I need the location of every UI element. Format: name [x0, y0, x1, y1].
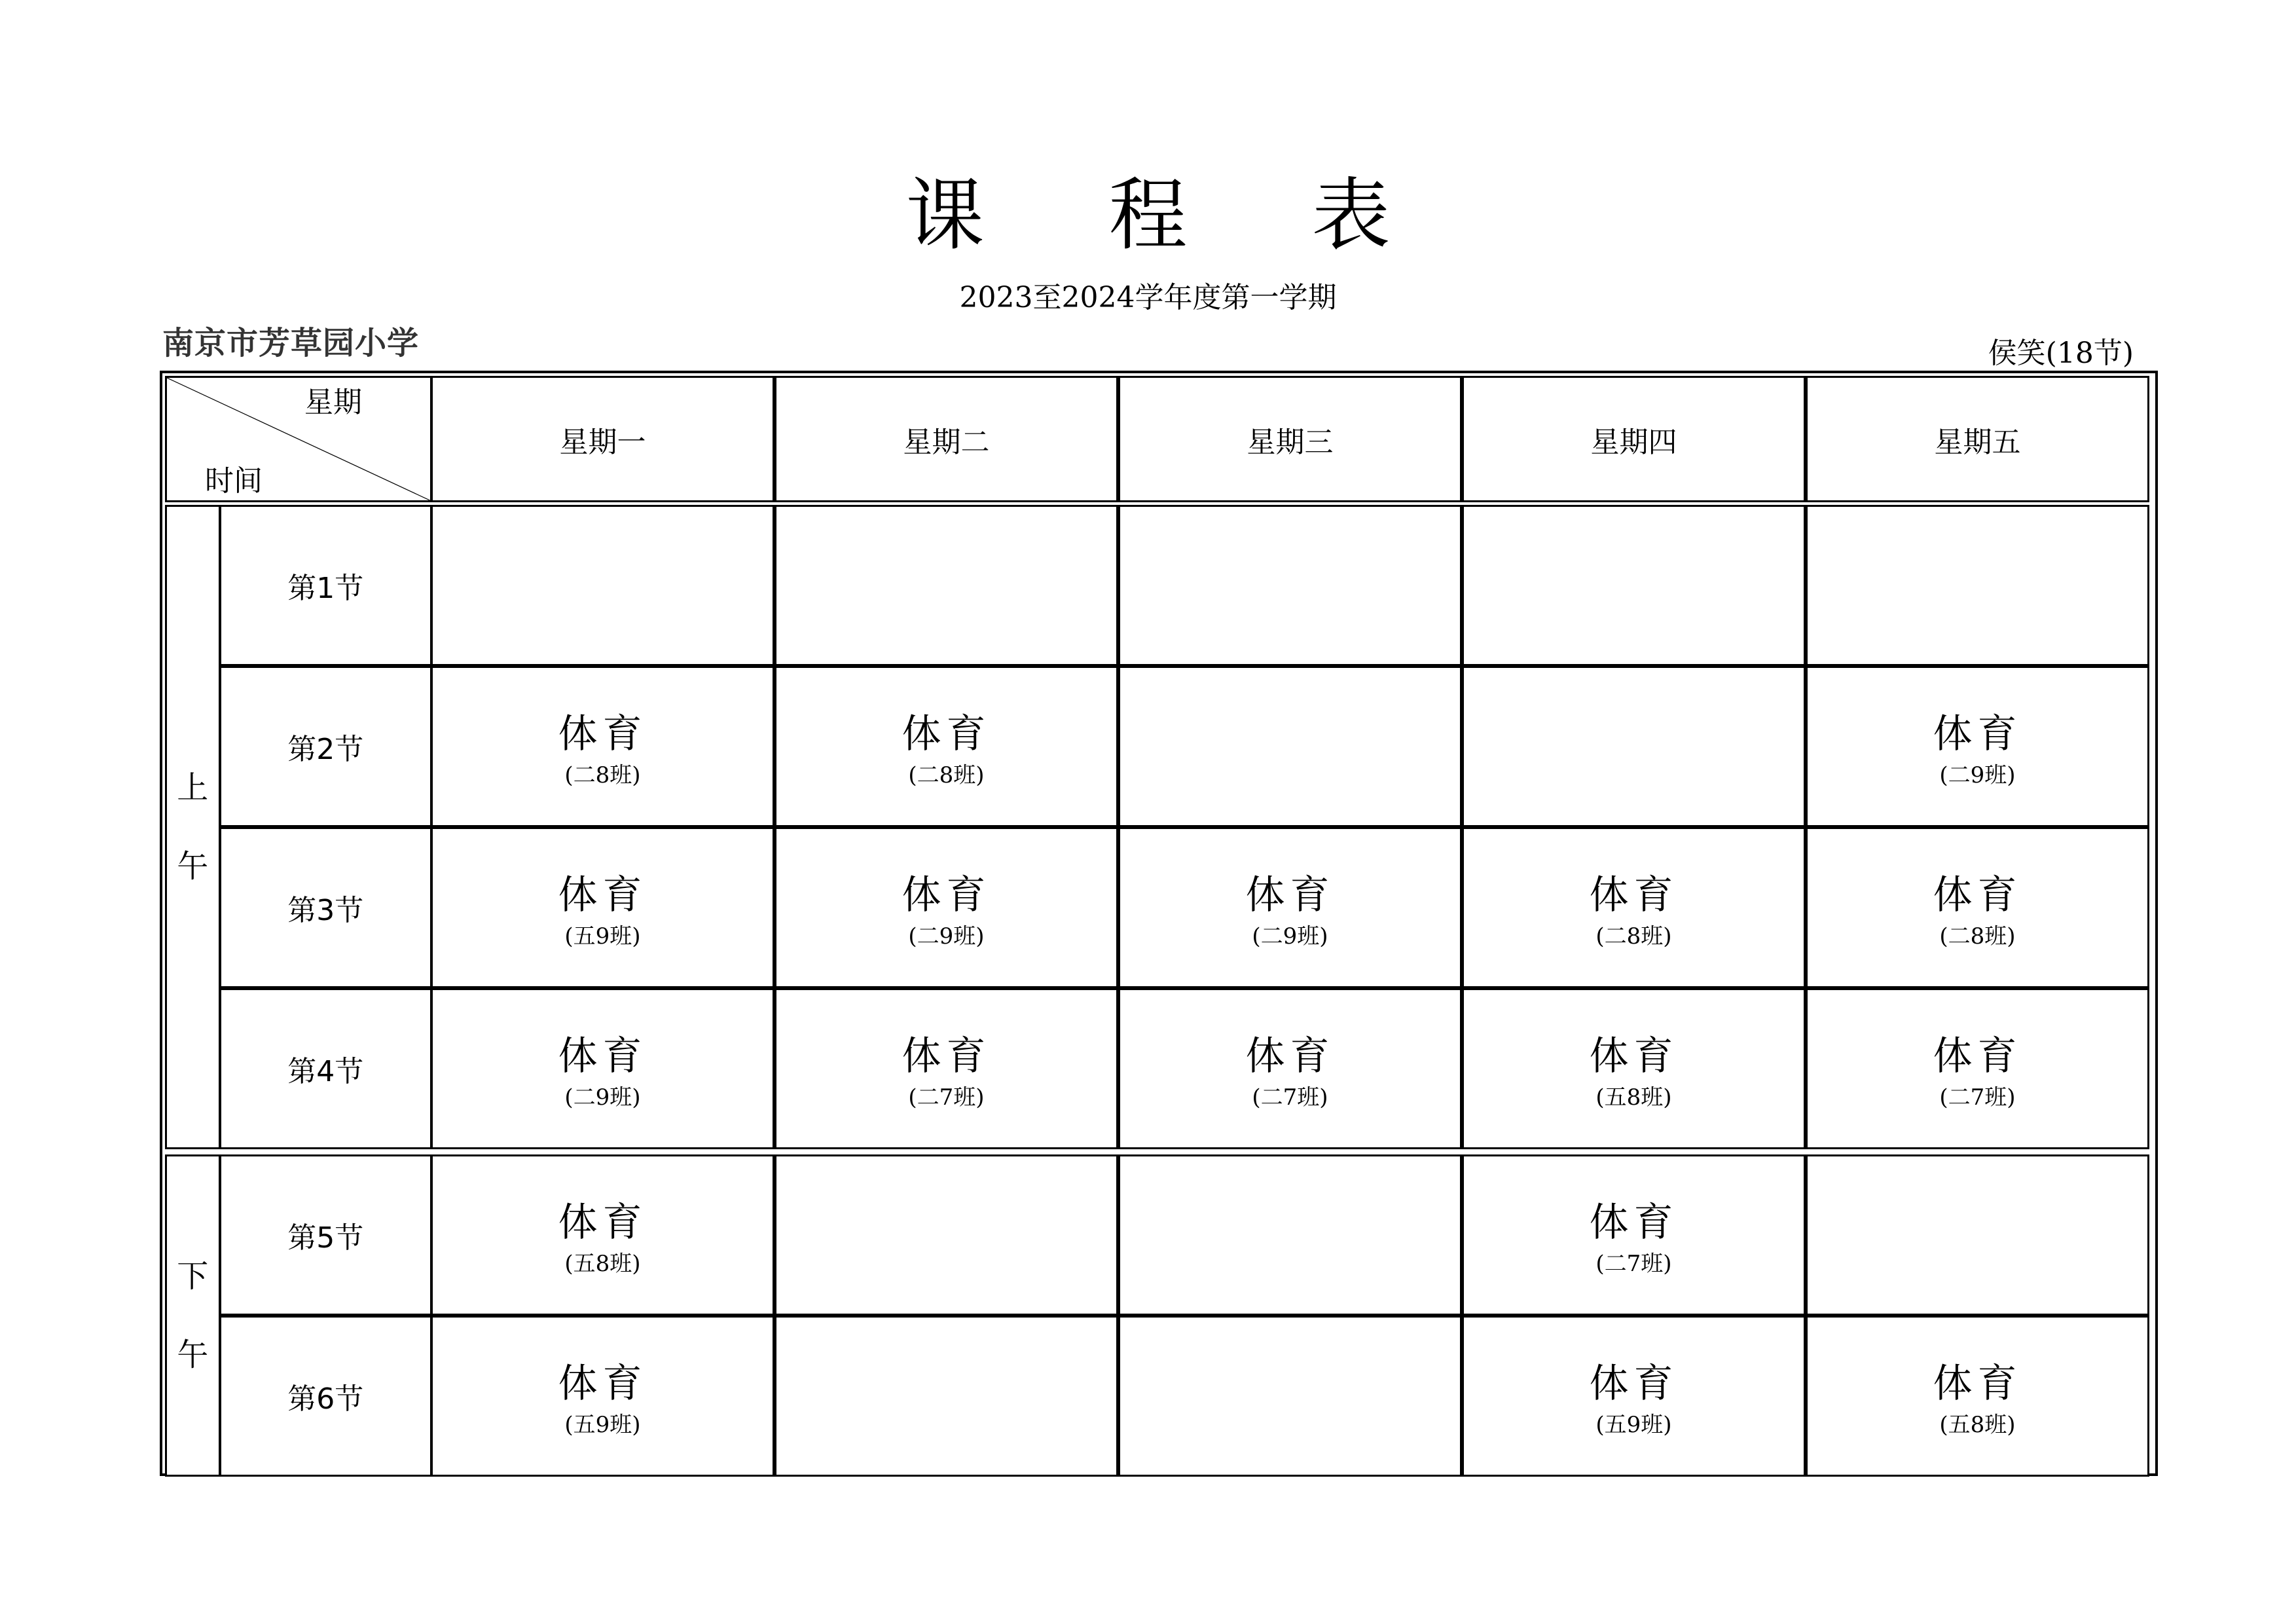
- schedule-cell: [1462, 827, 1806, 988]
- halfday-char: 午: [177, 1337, 209, 1373]
- schedule-cell: [1118, 827, 1462, 988]
- schedule-cell: [774, 988, 1118, 1149]
- halfday-label: [167, 1156, 219, 1475]
- schedule-cell: [431, 666, 774, 827]
- course-subject: 体育: [902, 872, 991, 918]
- period-label-cell: [219, 505, 432, 666]
- period-label-cell: [219, 988, 432, 1149]
- corner-week-label: 星期: [304, 386, 362, 419]
- course-subject: 体育: [558, 1033, 647, 1079]
- course-subject: 体育: [1933, 872, 2022, 918]
- course-subject: 体育: [558, 1361, 647, 1407]
- schedule-cell: [431, 1154, 774, 1316]
- day-header-label: 星期三: [1247, 425, 1334, 459]
- schedule-cell: [774, 1316, 1118, 1477]
- course-class: (五9班): [564, 923, 641, 950]
- halfday-char: 午: [177, 848, 209, 885]
- schedule-cell: [1806, 827, 2149, 988]
- course-subject: 体育: [1589, 1361, 1679, 1407]
- schedule-cell: [1118, 666, 1462, 827]
- day-header-cell: [1462, 376, 1806, 502]
- day-header-label: 星期四: [1590, 425, 1677, 459]
- schedule-cell: [774, 827, 1118, 988]
- course-subject: 体育: [1933, 1033, 2022, 1079]
- day-header-label: 星期二: [903, 425, 990, 459]
- course-subject: 体育: [1589, 872, 1679, 918]
- course-subject: 体育: [902, 1033, 991, 1079]
- halfday-cell: [165, 1154, 221, 1477]
- schedule-cell: [774, 505, 1118, 666]
- period-label: 第6节: [287, 1382, 364, 1416]
- schedule-cell: [1806, 1154, 2149, 1316]
- course-subject: 体育: [558, 1200, 647, 1246]
- course-subject: 体育: [1933, 1361, 2022, 1407]
- course-class: (二7班): [1595, 1251, 1672, 1277]
- course-class: (二8班): [564, 762, 641, 788]
- schedule-cell: [1806, 505, 2149, 666]
- schedule-cell: [1118, 1316, 1462, 1477]
- schedule-cell: [431, 1316, 774, 1477]
- course-subject: 体育: [1589, 1033, 1679, 1079]
- schedule-cell: [431, 505, 774, 666]
- halfday-char: 上: [177, 769, 209, 806]
- course-class: (五9班): [1595, 1412, 1672, 1438]
- schedule-cell: [431, 988, 774, 1149]
- schedule-cell: [1118, 988, 1462, 1149]
- course-class: (二9班): [1252, 923, 1328, 950]
- schedule-cell: [1118, 1154, 1462, 1316]
- period-label-cell: [219, 1154, 432, 1316]
- course-class: (五8班): [564, 1251, 641, 1277]
- course-class: (二7班): [1939, 1084, 2016, 1111]
- course-class: (二8班): [1595, 923, 1672, 950]
- schedule-cell: [1806, 1316, 2149, 1477]
- title-char: 程: [1108, 170, 1188, 261]
- teacher-name: 侯笑(18节): [1988, 337, 2134, 370]
- course-subject: 体育: [902, 711, 991, 757]
- title-char: 表: [1311, 170, 1391, 261]
- course-subject: 体育: [558, 872, 647, 918]
- schedule-cell: [774, 1154, 1118, 1316]
- day-header-cell: [774, 376, 1118, 502]
- course-subject: 体育: [1245, 872, 1335, 918]
- course-class: (二7班): [1252, 1084, 1328, 1111]
- school-name: 南京市芳草园小学: [162, 325, 420, 361]
- schedule-cell: [1462, 988, 1806, 1149]
- corner-diagonal-line: [167, 378, 430, 500]
- course-class: (五9班): [564, 1412, 641, 1438]
- period-label: 第2节: [287, 733, 364, 766]
- day-header-cell: [1806, 376, 2149, 502]
- semester-subtitle: 2023至2024学年度第一学期: [959, 281, 1337, 314]
- corner-diagonal: [167, 378, 430, 500]
- course-class: (二8班): [1939, 923, 2016, 950]
- course-class: (二7班): [908, 1084, 985, 1111]
- course-class: (五8班): [1595, 1084, 1672, 1111]
- schedule-cell: [1462, 505, 1806, 666]
- halfday-cell: [165, 505, 221, 1149]
- period-label-cell: [219, 1316, 432, 1477]
- period-label: 第5节: [287, 1221, 364, 1255]
- corner-header-cell: [165, 376, 432, 502]
- halfday-char: 下: [177, 1258, 209, 1295]
- course-subject: 体育: [1245, 1033, 1335, 1079]
- course-class: (二9班): [1939, 762, 2016, 788]
- course-class: (二9班): [908, 923, 985, 950]
- schedule-cell: [774, 666, 1118, 827]
- schedule-cell: [1806, 988, 2149, 1149]
- period-label-cell: [219, 827, 432, 988]
- course-class: (二9班): [564, 1084, 641, 1111]
- day-header-cell: [1118, 376, 1462, 502]
- schedule-cell: [1118, 505, 1462, 666]
- course-subject: 体育: [1933, 711, 2022, 757]
- period-label: 第3节: [287, 894, 364, 927]
- course-subject: 体育: [558, 711, 647, 757]
- page-title: [0, 167, 2296, 265]
- schedule-cell: [431, 827, 774, 988]
- course-subject: 体育: [1589, 1200, 1679, 1246]
- period-label: 第1节: [287, 572, 364, 605]
- day-header-label: 星期五: [1934, 425, 2021, 459]
- course-class: (二8班): [908, 762, 985, 788]
- schedule-cell: [1462, 1154, 1806, 1316]
- corner-time-label: 时间: [205, 464, 263, 498]
- schedule-cell: [1462, 1316, 1806, 1477]
- title-char: 课: [905, 170, 985, 261]
- course-class: (五8班): [1939, 1412, 2016, 1438]
- schedule-cell: [1806, 666, 2149, 827]
- halfday-label: [167, 507, 219, 1147]
- day-header-label: 星期一: [559, 425, 646, 459]
- schedule-cell: [1462, 666, 1806, 827]
- period-label-cell: [219, 666, 432, 827]
- day-header-cell: [431, 376, 774, 502]
- period-label: 第4节: [287, 1055, 364, 1088]
